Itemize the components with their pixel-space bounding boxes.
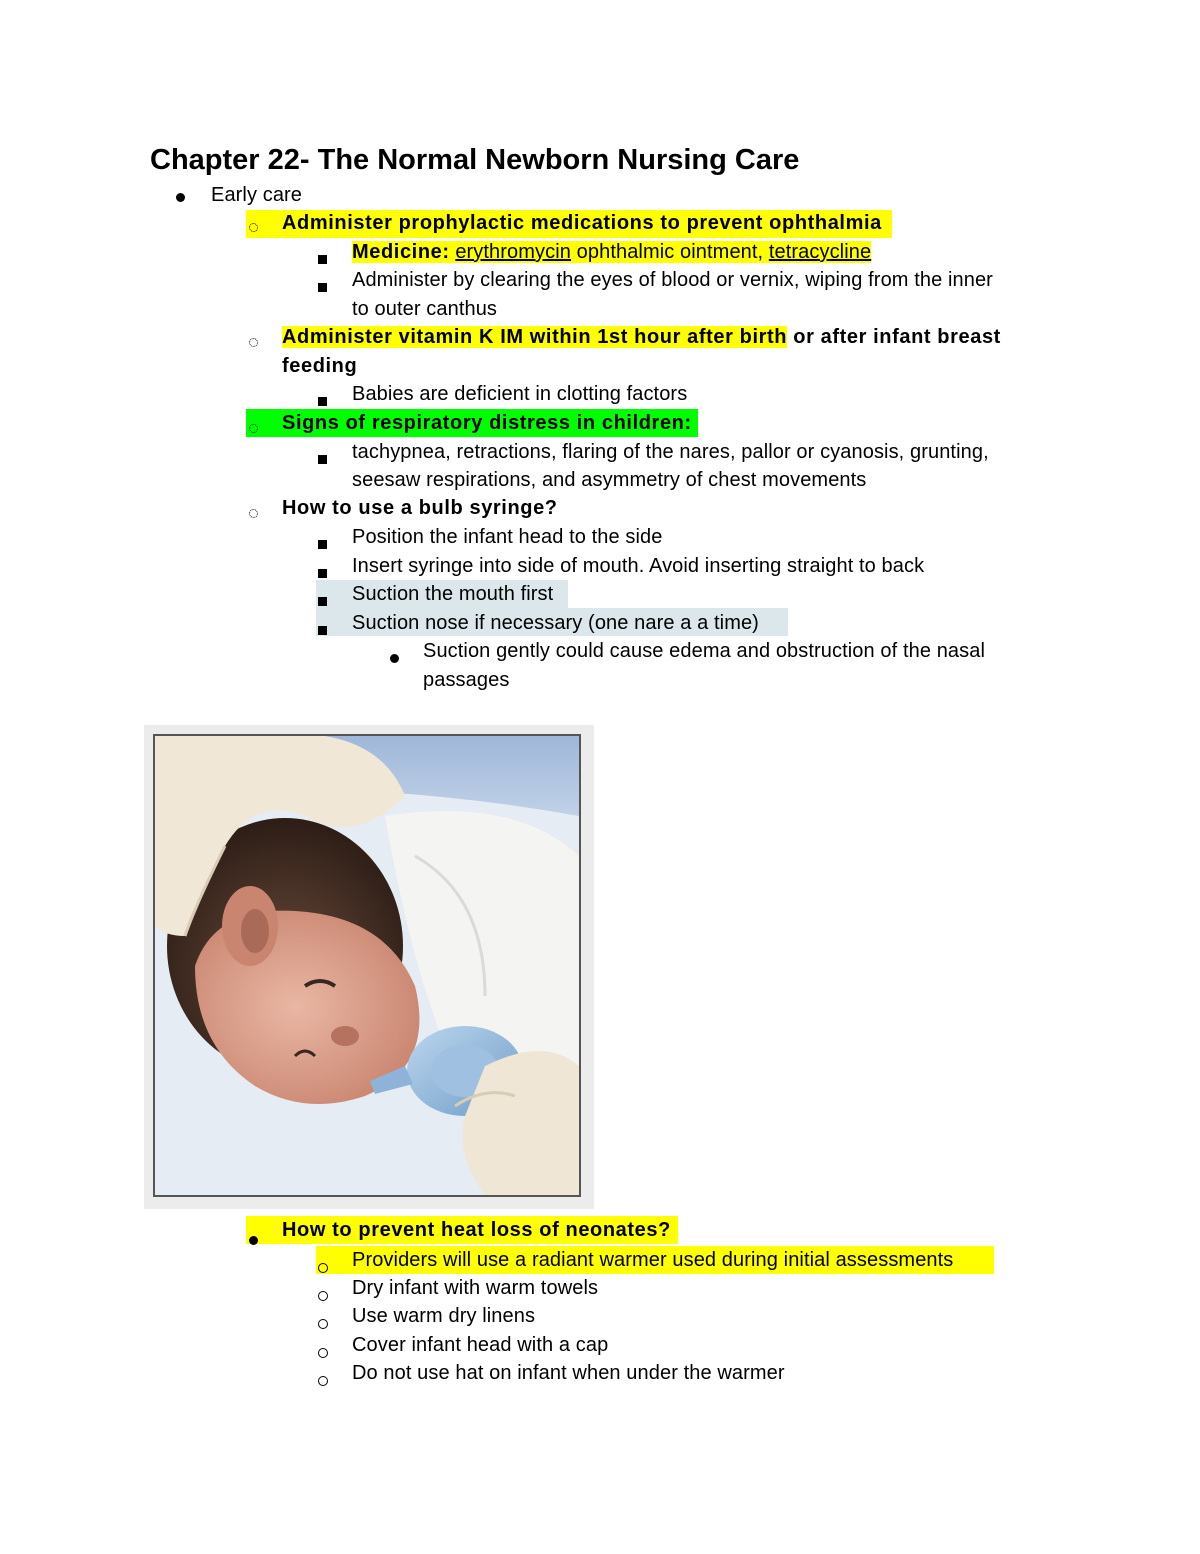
disc-bullet bbox=[390, 643, 399, 671]
square-bullet bbox=[318, 444, 327, 472]
bulb-step-4: Suction nose if necessary (one nare a a time) bbox=[352, 612, 759, 634]
admin-instruction-line1: Administer by clearing the eyes of blood or vernix, wiping from the inner bbox=[352, 269, 993, 291]
suction-warning-line1: Suction gently could cause edema and obstruction of the nasal bbox=[423, 640, 986, 662]
heat-loss-item-4: Cover infant head with a cap bbox=[352, 1334, 609, 1356]
disc-bullet bbox=[176, 182, 185, 210]
square-bullet bbox=[318, 244, 327, 272]
bulb-syringe-heading: How to use a bulb syringe? bbox=[282, 497, 558, 519]
early-care-label: Early care bbox=[211, 184, 303, 206]
heat-loss-item-1: Providers will use a radiant warmer used during initial assessments bbox=[352, 1249, 954, 1271]
vitamin-k-heading-line2: feeding bbox=[282, 355, 358, 377]
square-bullet bbox=[318, 272, 327, 300]
respiratory-signs-line2: seesaw respirations, and asymmetry of chest movements bbox=[352, 469, 867, 491]
newborn-bulb-syringe-photo bbox=[153, 734, 581, 1197]
ring-bullet bbox=[249, 327, 258, 355]
square-bullet bbox=[318, 529, 327, 557]
square-bullet bbox=[318, 615, 327, 643]
respiratory-signs-line1: tachypnea, retractions, flaring of the nares, pallor or cyanosis, grunting, bbox=[352, 441, 989, 463]
vitamin-k-highlighted: Administer vitamin K IM within 1st hour after birth bbox=[282, 326, 788, 348]
bulb-step-3: Suction the mouth first bbox=[352, 583, 554, 605]
ring-bullet bbox=[249, 413, 258, 441]
vitamin-k-rest: or after infant breast bbox=[787, 326, 1001, 348]
ring-bullet bbox=[318, 1366, 328, 1394]
heat-loss-item-3: Use warm dry linens bbox=[352, 1305, 536, 1327]
medicine-line bbox=[352, 238, 871, 266]
medicine-drug-erythromycin: erythromycin bbox=[455, 241, 571, 263]
medicine-drug-tetracycline: tetracycline bbox=[768, 241, 872, 263]
ring-bullet bbox=[318, 1338, 328, 1366]
medicine-label: Medicine: bbox=[352, 241, 450, 263]
heat-loss-heading: How to prevent heat loss of neonates? bbox=[282, 1219, 671, 1241]
ring-bullet bbox=[249, 498, 258, 526]
vitamin-k-detail: Babies are deficient in clotting factors bbox=[352, 383, 688, 405]
ophthalmia-heading: Administer prophylactic medications to prevent ophthalmia bbox=[282, 212, 882, 234]
ring-bullet bbox=[318, 1253, 328, 1281]
heat-loss-item-2: Dry infant with warm towels bbox=[352, 1277, 599, 1299]
suction-warning-line2: passages bbox=[423, 669, 510, 691]
bulb-step-1: Position the infant head to the side bbox=[352, 526, 663, 548]
vitamin-k-heading bbox=[282, 323, 1001, 351]
bulb-step-2: Insert syringe into side of mouth. Avoid inserting straight to back bbox=[352, 555, 925, 577]
heat-loss-item-5: Do not use hat on infant when under the warmer bbox=[352, 1362, 785, 1384]
admin-instruction-line2: to outer canthus bbox=[352, 298, 498, 320]
ring-bullet bbox=[249, 212, 258, 240]
medicine-mid-text: ophthalmic ointment, bbox=[571, 241, 769, 263]
ring-bullet bbox=[318, 1309, 328, 1337]
ring-bullet bbox=[318, 1281, 328, 1309]
photo-illustration bbox=[155, 736, 579, 1195]
disc-bullet bbox=[249, 1225, 258, 1253]
page-title: Chapter 22- The Normal Newborn Nursing Care bbox=[150, 144, 800, 176]
respiratory-heading: Signs of respiratory distress in children: bbox=[282, 412, 692, 434]
